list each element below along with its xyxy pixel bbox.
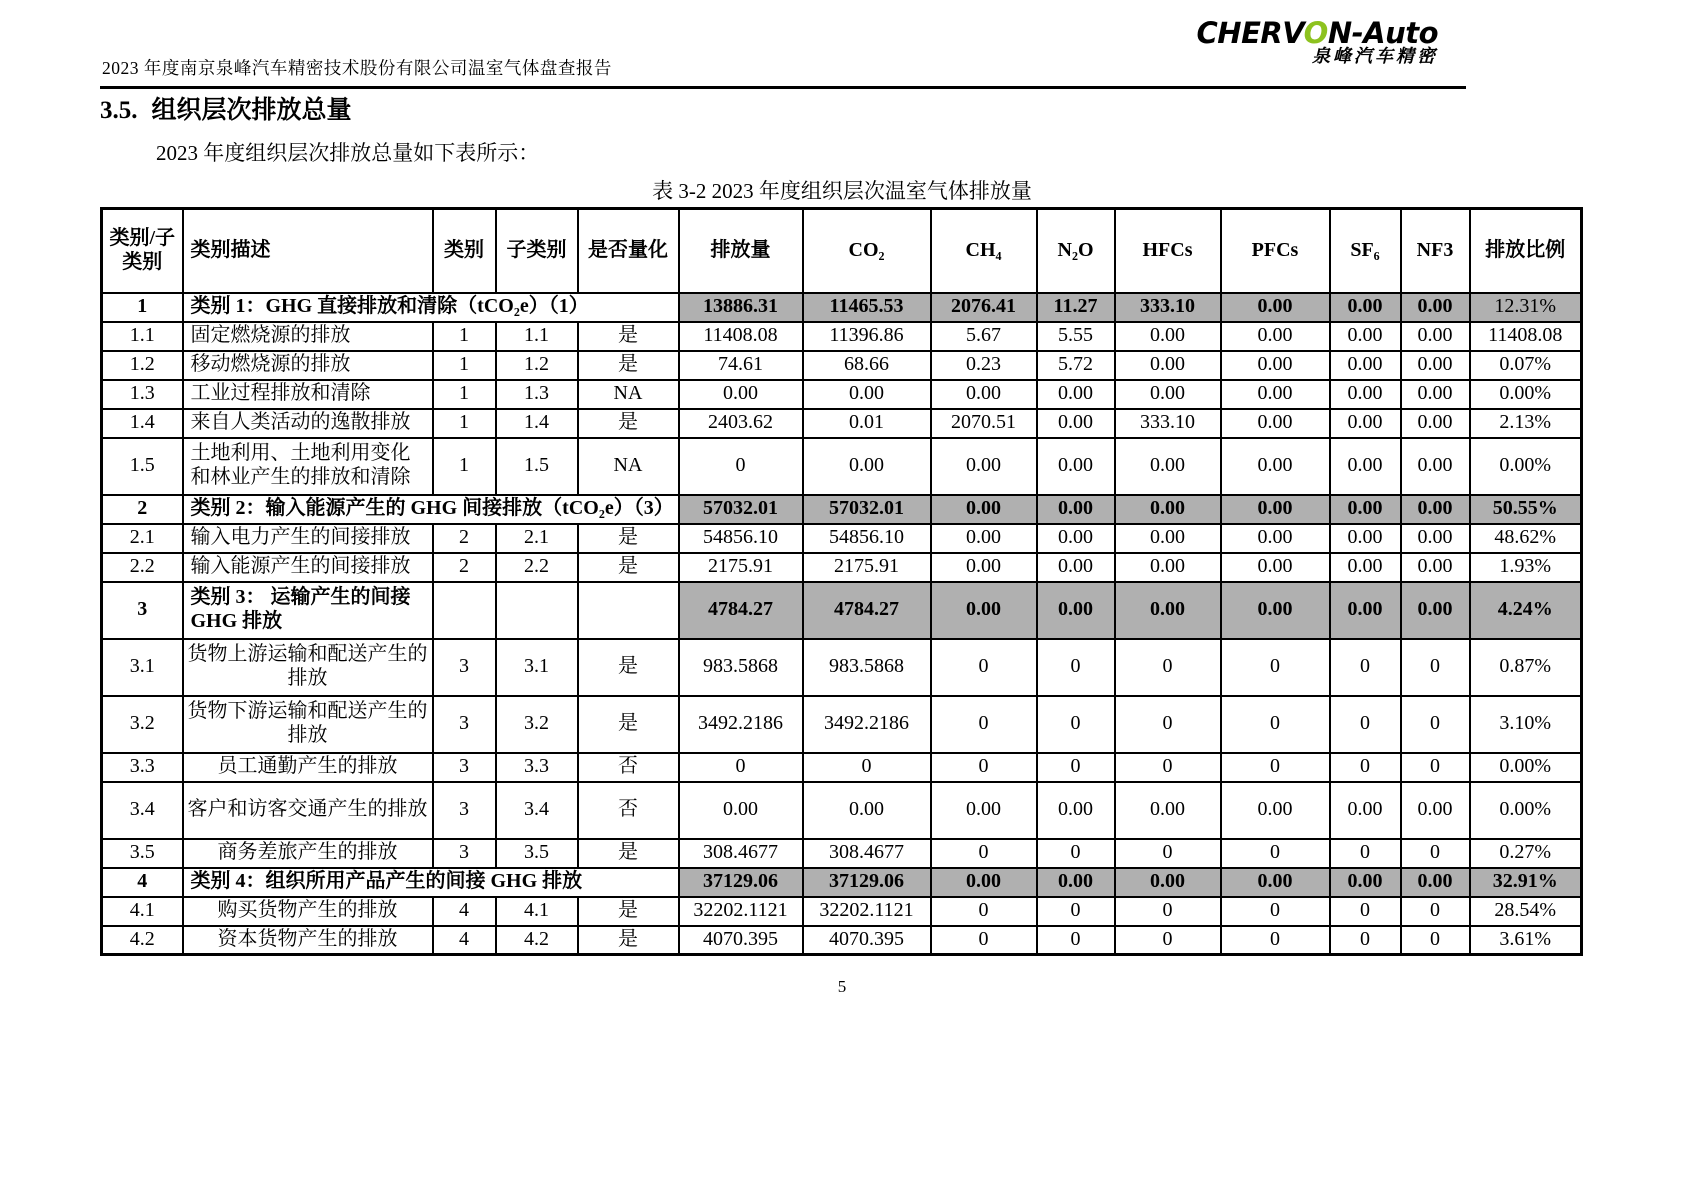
cell-category-id: 1.4 xyxy=(102,409,183,438)
cell-emission: 37129.06 xyxy=(679,868,803,897)
table-row-3.3 xyxy=(102,753,1582,782)
cell-sf6: 0 xyxy=(1330,753,1401,782)
cell-nf3: 0.00 xyxy=(1401,582,1470,639)
header-title: 2023 年度南京泉峰汽车精密技术股份有限公司温室气体盘查报告 xyxy=(102,58,612,78)
cell-pfcs: 0.00 xyxy=(1221,495,1330,524)
cell-emission: 32202.1121 xyxy=(679,897,803,926)
cell-quantified: 是 xyxy=(578,926,679,955)
cell-hfcs: 0.00 xyxy=(1115,782,1221,839)
cell-n2o: 0.00 xyxy=(1037,409,1115,438)
logo-letter-o: O xyxy=(1303,16,1328,50)
section-title xyxy=(100,90,352,126)
cell-category-desc: 类别 2：输入能源产生的 GHG 间接排放（tCO₂e）（3） xyxy=(183,495,679,524)
cell-n2o: 0 xyxy=(1037,639,1115,696)
cell-emission: 4070.395 xyxy=(679,926,803,955)
cell-category-desc: 客户和访客交通产生的排放 xyxy=(183,782,433,839)
cell-emission: 13886.31 xyxy=(679,293,803,322)
cell-nf3: 0 xyxy=(1401,696,1470,753)
col-header-cat: 类别 xyxy=(433,209,496,293)
col-header-co2: CO₂ xyxy=(803,209,931,293)
logo-brand-pre: CHERV xyxy=(1196,16,1304,50)
cell-quantified: 否 xyxy=(578,753,679,782)
cell-nf3: 0.00 xyxy=(1401,553,1470,582)
report-header xyxy=(100,18,1466,89)
cell-hfcs: 0 xyxy=(1115,897,1221,926)
cell-subcategory: 1.4 xyxy=(496,409,578,438)
cell-n2o: 0.00 xyxy=(1037,380,1115,409)
cell-category: 3 xyxy=(433,639,496,696)
cell-quantified: 否 xyxy=(578,782,679,839)
cell-category-id: 4.2 xyxy=(102,926,183,955)
cell-n2o: 11.27 xyxy=(1037,293,1115,322)
cell-category-desc: 土地利用、土地利用变化和林业产生的排放和清除 xyxy=(183,438,433,495)
cell-sf6: 0 xyxy=(1330,839,1401,868)
cell-pfcs: 0.00 xyxy=(1221,380,1330,409)
col-header-ch4: CH₄ xyxy=(931,209,1037,293)
cell-quantified: NA xyxy=(578,380,679,409)
cell-subcategory: 4.1 xyxy=(496,897,578,926)
cell-category-desc: 输入能源产生的间接排放 xyxy=(183,553,433,582)
cell-nf3: 0 xyxy=(1401,926,1470,955)
cell-sf6: 0.00 xyxy=(1330,495,1401,524)
cell-hfcs: 0 xyxy=(1115,926,1221,955)
cell-nf3: 0.00 xyxy=(1401,438,1470,495)
cell-category-id: 3.5 xyxy=(102,839,183,868)
cell-co2: 57032.01 xyxy=(803,495,931,524)
cell-hfcs: 0.00 xyxy=(1115,495,1221,524)
cell-pfcs: 0.00 xyxy=(1221,524,1330,553)
cell-quantified xyxy=(578,582,679,639)
table-header xyxy=(102,209,1582,293)
cell-emission: 0.00 xyxy=(679,380,803,409)
cell-ratio: 0.00% xyxy=(1470,753,1582,782)
cell-ratio: 0.27% xyxy=(1470,839,1582,868)
cell-pfcs: 0.00 xyxy=(1221,553,1330,582)
cell-ratio: 11408.08 xyxy=(1470,322,1582,351)
cell-ch4: 5.67 xyxy=(931,322,1037,351)
col-header-pfcs: PFCs xyxy=(1221,209,1330,293)
cell-category: 4 xyxy=(433,897,496,926)
cell-category-desc: 输入电力产生的间接排放 xyxy=(183,524,433,553)
table-row-3.2 xyxy=(102,696,1582,753)
cell-n2o: 0.00 xyxy=(1037,438,1115,495)
cell-n2o: 0.00 xyxy=(1037,582,1115,639)
cell-co2: 32202.1121 xyxy=(803,897,931,926)
cell-subcategory: 2.2 xyxy=(496,553,578,582)
col-header-sub: 子类别 xyxy=(496,209,578,293)
cell-ch4: 0.00 xyxy=(931,553,1037,582)
cell-ch4: 0 xyxy=(931,897,1037,926)
cell-pfcs: 0.00 xyxy=(1221,322,1330,351)
cell-ratio: 2.13% xyxy=(1470,409,1582,438)
table-caption: 表 3-2 2023 年度组织层次温室气体排放量 xyxy=(652,179,1032,203)
logo xyxy=(1197,18,1438,67)
cell-n2o: 0 xyxy=(1037,926,1115,955)
cell-n2o: 0 xyxy=(1037,897,1115,926)
cell-sf6: 0.00 xyxy=(1330,438,1401,495)
cell-ratio: 0.00% xyxy=(1470,782,1582,839)
cell-category: 1 xyxy=(433,409,496,438)
cell-pfcs: 0.00 xyxy=(1221,868,1330,897)
section-number: 3.5. xyxy=(100,97,138,124)
col-header-n2o: N₂O xyxy=(1037,209,1115,293)
cell-hfcs: 0.00 xyxy=(1115,868,1221,897)
cell-pfcs: 0 xyxy=(1221,926,1330,955)
cell-category: 3 xyxy=(433,839,496,868)
emissions-table xyxy=(100,207,1583,956)
cell-hfcs: 0.00 xyxy=(1115,380,1221,409)
cell-pfcs: 0 xyxy=(1221,839,1330,868)
cell-co2: 11465.53 xyxy=(803,293,931,322)
cell-quantified: 是 xyxy=(578,553,679,582)
cell-category-id: 4.1 xyxy=(102,897,183,926)
cell-n2o: 0.00 xyxy=(1037,495,1115,524)
cell-co2: 0 xyxy=(803,753,931,782)
cell-ch4: 0 xyxy=(931,926,1037,955)
cell-emission: 2175.91 xyxy=(679,553,803,582)
cell-quantified: 是 xyxy=(578,696,679,753)
cell-co2: 68.66 xyxy=(803,351,931,380)
cell-n2o: 0.00 xyxy=(1037,868,1115,897)
table-row-3.1 xyxy=(102,639,1582,696)
page-number: 5 xyxy=(837,977,847,996)
cell-category-desc: 固定燃烧源的排放 xyxy=(183,322,433,351)
cell-ratio: 1.93% xyxy=(1470,553,1582,582)
cell-n2o: 5.72 xyxy=(1037,351,1115,380)
cell-category: 1 xyxy=(433,351,496,380)
cell-ch4: 2076.41 xyxy=(931,293,1037,322)
cell-subcategory: 3.4 xyxy=(496,782,578,839)
cell-subcategory xyxy=(496,582,578,639)
cell-hfcs: 0 xyxy=(1115,753,1221,782)
cell-quantified: 是 xyxy=(578,524,679,553)
cell-emission: 3492.2186 xyxy=(679,696,803,753)
table-row-1.3 xyxy=(102,380,1582,409)
cell-sf6: 0.00 xyxy=(1330,293,1401,322)
cell-subcategory: 2.1 xyxy=(496,524,578,553)
cell-category-desc: 来自人类活动的逸散排放 xyxy=(183,409,433,438)
table-row-1.1 xyxy=(102,322,1582,351)
cell-subcategory: 1.1 xyxy=(496,322,578,351)
cell-category-id: 3.4 xyxy=(102,782,183,839)
cell-ch4: 0.00 xyxy=(931,495,1037,524)
cell-sf6: 0 xyxy=(1330,696,1401,753)
cell-co2: 0.00 xyxy=(803,438,931,495)
cell-co2: 3492.2186 xyxy=(803,696,931,753)
cell-hfcs: 0.00 xyxy=(1115,524,1221,553)
cell-nf3: 0.00 xyxy=(1401,524,1470,553)
cell-hfcs: 0.00 xyxy=(1115,438,1221,495)
cell-ch4: 0.00 xyxy=(931,438,1037,495)
cell-hfcs: 333.10 xyxy=(1115,409,1221,438)
cell-ratio: 0.07% xyxy=(1470,351,1582,380)
cell-co2: 0.00 xyxy=(803,380,931,409)
cell-co2: 983.5868 xyxy=(803,639,931,696)
cell-pfcs: 0 xyxy=(1221,639,1330,696)
cell-emission: 2403.62 xyxy=(679,409,803,438)
table-row-3 xyxy=(102,582,1582,639)
section-heading: 组织层次排放总量 xyxy=(151,97,352,124)
cell-quantified: 是 xyxy=(578,322,679,351)
cell-nf3: 0.00 xyxy=(1401,380,1470,409)
cell-co2: 0.01 xyxy=(803,409,931,438)
cell-pfcs: 0 xyxy=(1221,753,1330,782)
cell-category-id: 1.2 xyxy=(102,351,183,380)
col-header-sf6: SF₆ xyxy=(1330,209,1401,293)
cell-ratio: 0.87% xyxy=(1470,639,1582,696)
cell-category-id: 1 xyxy=(102,293,183,322)
cell-nf3: 0.00 xyxy=(1401,409,1470,438)
cell-pfcs: 0 xyxy=(1221,696,1330,753)
cell-nf3: 0.00 xyxy=(1401,495,1470,524)
cell-pfcs: 0.00 xyxy=(1221,582,1330,639)
cell-quantified: NA xyxy=(578,438,679,495)
cell-pfcs: 0.00 xyxy=(1221,409,1330,438)
col-header-quant: 是否量化 xyxy=(578,209,679,293)
cell-quantified: 是 xyxy=(578,409,679,438)
cell-ratio: 4.24% xyxy=(1470,582,1582,639)
cell-category-desc: 移动燃烧源的排放 xyxy=(183,351,433,380)
cell-n2o: 0 xyxy=(1037,839,1115,868)
cell-emission: 0 xyxy=(679,753,803,782)
cell-quantified: 是 xyxy=(578,897,679,926)
cell-category-id: 1.5 xyxy=(102,438,183,495)
cell-hfcs: 0 xyxy=(1115,696,1221,753)
cell-sf6: 0.00 xyxy=(1330,409,1401,438)
cell-ratio: 50.55% xyxy=(1470,495,1582,524)
cell-ch4: 0 xyxy=(931,639,1037,696)
cell-co2: 2175.91 xyxy=(803,553,931,582)
cell-co2: 11396.86 xyxy=(803,322,931,351)
cell-pfcs: 0 xyxy=(1221,897,1330,926)
cell-subcategory: 1.3 xyxy=(496,380,578,409)
cell-n2o: 0 xyxy=(1037,753,1115,782)
cell-category-id: 3.3 xyxy=(102,753,183,782)
cell-nf3: 0 xyxy=(1401,897,1470,926)
cell-category: 1 xyxy=(433,438,496,495)
cell-category-desc: 货物上游运输和配送产生的排放 xyxy=(183,639,433,696)
cell-pfcs: 0.00 xyxy=(1221,293,1330,322)
cell-category xyxy=(433,582,496,639)
cell-pfcs: 0.00 xyxy=(1221,438,1330,495)
cell-ch4: 0 xyxy=(931,839,1037,868)
cell-quantified: 是 xyxy=(578,351,679,380)
cell-subcategory: 1.5 xyxy=(496,438,578,495)
logo-brand xyxy=(1197,18,1438,48)
cell-nf3: 0.00 xyxy=(1401,868,1470,897)
cell-ratio: 12.31% xyxy=(1470,293,1582,322)
cell-category-id: 3.2 xyxy=(102,696,183,753)
logo-brand-post: N-Auto xyxy=(1327,16,1438,50)
cell-ch4: 0.00 xyxy=(931,868,1037,897)
cell-ratio: 3.10% xyxy=(1470,696,1582,753)
cell-category-id: 4 xyxy=(102,868,183,897)
cell-quantified: 是 xyxy=(578,639,679,696)
cell-co2: 54856.10 xyxy=(803,524,931,553)
cell-nf3: 0.00 xyxy=(1401,293,1470,322)
cell-co2: 37129.06 xyxy=(803,868,931,897)
cell-ratio: 0.00% xyxy=(1470,438,1582,495)
cell-emission: 4784.27 xyxy=(679,582,803,639)
cell-subcategory: 3.3 xyxy=(496,753,578,782)
cell-subcategory: 3.2 xyxy=(496,696,578,753)
cell-subcategory: 3.5 xyxy=(496,839,578,868)
table-row-1.4 xyxy=(102,409,1582,438)
table-row-2.1 xyxy=(102,524,1582,553)
cell-sf6: 0.00 xyxy=(1330,553,1401,582)
cell-emission: 54856.10 xyxy=(679,524,803,553)
cell-pfcs: 0.00 xyxy=(1221,351,1330,380)
cell-sf6: 0.00 xyxy=(1330,782,1401,839)
table-row-4 xyxy=(102,868,1582,897)
cell-n2o: 0 xyxy=(1037,696,1115,753)
cell-category-id: 1.3 xyxy=(102,380,183,409)
cell-subcategory: 3.1 xyxy=(496,639,578,696)
cell-category: 2 xyxy=(433,524,496,553)
col-header-desc: 类别描述 xyxy=(183,209,433,293)
cell-sf6: 0.00 xyxy=(1330,582,1401,639)
table-body xyxy=(102,293,1582,955)
cell-category-id: 3 xyxy=(102,582,183,639)
col-header-hfcs: HFCs xyxy=(1115,209,1221,293)
cell-nf3: 0 xyxy=(1401,753,1470,782)
cell-ch4: 0.23 xyxy=(931,351,1037,380)
cell-sf6: 0.00 xyxy=(1330,868,1401,897)
cell-category: 3 xyxy=(433,753,496,782)
table-row-4.2 xyxy=(102,926,1582,955)
cell-quantified: 是 xyxy=(578,839,679,868)
cell-category-id: 2 xyxy=(102,495,183,524)
table-row-1.2 xyxy=(102,351,1582,380)
cell-sf6: 0.00 xyxy=(1330,524,1401,553)
cell-category-desc: 工业过程排放和清除 xyxy=(183,380,433,409)
cell-emission: 0.00 xyxy=(679,782,803,839)
cell-n2o: 5.55 xyxy=(1037,322,1115,351)
cell-ch4: 0.00 xyxy=(931,524,1037,553)
cell-ratio: 32.91% xyxy=(1470,868,1582,897)
cell-nf3: 0 xyxy=(1401,839,1470,868)
cell-emission: 308.4677 xyxy=(679,839,803,868)
cell-co2: 4784.27 xyxy=(803,582,931,639)
cell-hfcs: 0.00 xyxy=(1115,351,1221,380)
header-row xyxy=(102,209,1582,293)
cell-category: 2 xyxy=(433,553,496,582)
col-header-cat_sub: 类别/子类别 xyxy=(102,209,183,293)
cell-sf6: 0 xyxy=(1330,897,1401,926)
table-row-1.5 xyxy=(102,438,1582,495)
cell-ratio: 28.54% xyxy=(1470,897,1582,926)
cell-ratio: 0.00% xyxy=(1470,380,1582,409)
cell-sf6: 0 xyxy=(1330,926,1401,955)
cell-category-desc: 员工通勤产生的排放 xyxy=(183,753,433,782)
cell-category: 3 xyxy=(433,696,496,753)
cell-category: 1 xyxy=(433,380,496,409)
cell-category: 1 xyxy=(433,322,496,351)
cell-emission: 11408.08 xyxy=(679,322,803,351)
cell-hfcs: 0.00 xyxy=(1115,582,1221,639)
table-row-3.5 xyxy=(102,839,1582,868)
cell-emission: 983.5868 xyxy=(679,639,803,696)
cell-sf6: 0.00 xyxy=(1330,322,1401,351)
cell-emission: 0 xyxy=(679,438,803,495)
cell-sf6: 0 xyxy=(1330,639,1401,696)
col-header-emission: 排放量 xyxy=(679,209,803,293)
table-row-2.2 xyxy=(102,553,1582,582)
cell-pfcs: 0.00 xyxy=(1221,782,1330,839)
intro-text: 2023 年度组织层次排放总量如下表所示： xyxy=(156,141,540,165)
cell-hfcs: 0 xyxy=(1115,839,1221,868)
cell-ch4: 0.00 xyxy=(931,380,1037,409)
cell-category: 3 xyxy=(433,782,496,839)
cell-nf3: 0.00 xyxy=(1401,782,1470,839)
cell-hfcs: 0.00 xyxy=(1115,322,1221,351)
cell-ratio: 48.62% xyxy=(1470,524,1582,553)
cell-hfcs: 0.00 xyxy=(1115,553,1221,582)
cell-category-id: 1.1 xyxy=(102,322,183,351)
cell-n2o: 0.00 xyxy=(1037,553,1115,582)
cell-category-id: 2.1 xyxy=(102,524,183,553)
cell-emission: 74.61 xyxy=(679,351,803,380)
cell-nf3: 0 xyxy=(1401,639,1470,696)
cell-subcategory: 4.2 xyxy=(496,926,578,955)
cell-ch4: 0.00 xyxy=(931,782,1037,839)
cell-ratio: 3.61% xyxy=(1470,926,1582,955)
cell-category: 4 xyxy=(433,926,496,955)
cell-nf3: 0.00 xyxy=(1401,322,1470,351)
cell-co2: 0.00 xyxy=(803,782,931,839)
cell-category-id: 2.2 xyxy=(102,553,183,582)
cell-ch4: 0 xyxy=(931,753,1037,782)
table-row-4.1 xyxy=(102,897,1582,926)
cell-hfcs: 0 xyxy=(1115,639,1221,696)
cell-category-desc: 货物下游运输和配送产生的排放 xyxy=(183,696,433,753)
cell-sf6: 0.00 xyxy=(1330,380,1401,409)
cell-hfcs: 333.10 xyxy=(1115,293,1221,322)
cell-n2o: 0.00 xyxy=(1037,782,1115,839)
logo-subtitle: 泉峰汽车精密 xyxy=(1312,46,1438,68)
cell-category-desc: 类别 1：GHG 直接排放和清除（tCO₂e）（1） xyxy=(183,293,679,322)
col-header-nf3: NF3 xyxy=(1401,209,1470,293)
cell-category-desc: 购买货物产生的排放 xyxy=(183,897,433,926)
cell-co2: 4070.395 xyxy=(803,926,931,955)
cell-category-id: 3.1 xyxy=(102,639,183,696)
cell-sf6: 0.00 xyxy=(1330,351,1401,380)
cell-co2: 308.4677 xyxy=(803,839,931,868)
cell-ch4: 0.00 xyxy=(931,582,1037,639)
cell-ch4: 2070.51 xyxy=(931,409,1037,438)
table-row-1 xyxy=(102,293,1582,322)
cell-subcategory: 1.2 xyxy=(496,351,578,380)
cell-ch4: 0 xyxy=(931,696,1037,753)
cell-n2o: 0.00 xyxy=(1037,524,1115,553)
col-header-ratio: 排放比例 xyxy=(1470,209,1582,293)
table-row-3.4 xyxy=(102,782,1582,839)
cell-category-desc: 类别 4：组织所用产品产生的间接 GHG 排放 xyxy=(183,868,679,897)
cell-emission: 57032.01 xyxy=(679,495,803,524)
cell-category-desc: 资本货物产生的排放 xyxy=(183,926,433,955)
cell-category-desc: 类别 3： 运输产生的间接 GHG 排放 xyxy=(183,582,433,639)
cell-nf3: 0.00 xyxy=(1401,351,1470,380)
cell-category-desc: 商务差旅产生的排放 xyxy=(183,839,433,868)
table-row-2 xyxy=(102,495,1582,524)
